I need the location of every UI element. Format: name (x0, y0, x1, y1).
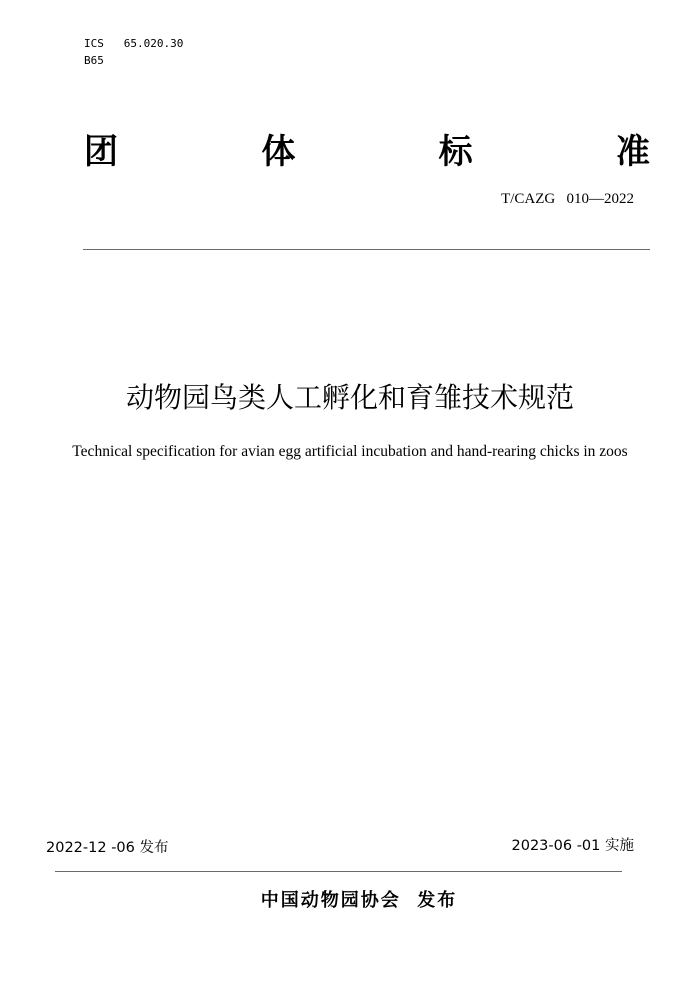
standard-type-char: 标 (438, 132, 473, 172)
standard-number: T/CAZG 010—2022 (501, 191, 634, 207)
ics-code: ICS 65.020.30 (84, 37, 184, 50)
standard-type-char: 准 (615, 132, 650, 172)
document-title-english: Technical specification for avian egg artificial incubation and hand-rearing chicks in zoos (72, 443, 628, 460)
bottom-divider (55, 871, 622, 872)
standard-type-heading (84, 130, 650, 174)
top-divider (83, 249, 650, 250)
standard-type-char: 团 (84, 132, 118, 172)
publisher: 中国动物园协会 发布 (260, 890, 458, 911)
standard-type-char: 体 (261, 132, 296, 172)
document-title-chinese: 动物园鸟类人工孵化和育雏技术规范 (125, 381, 574, 414)
classification-code: B65 (84, 54, 104, 67)
issue-date: 2022-12 -06 发布 (46, 840, 169, 856)
implementation-date: 2023-06 -01 实施 (511, 838, 634, 854)
